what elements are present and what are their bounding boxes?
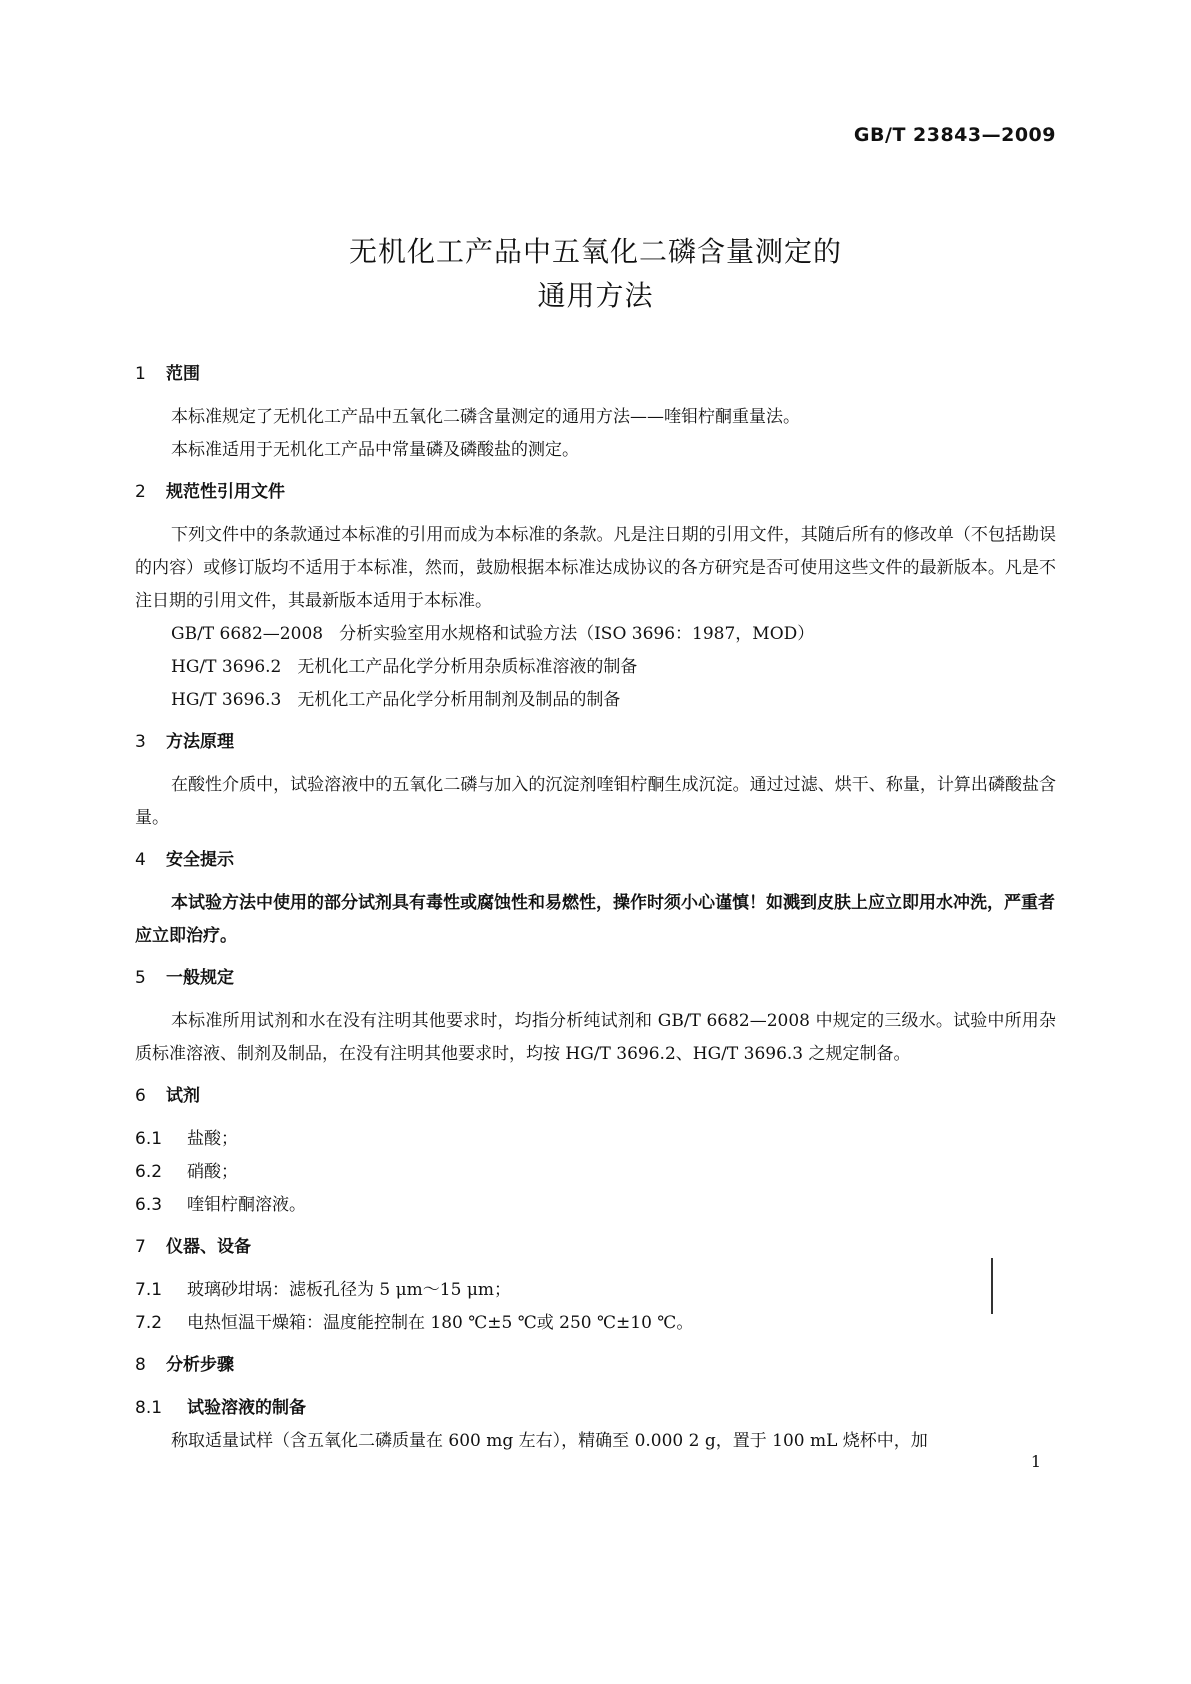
list-item <box>135 1156 1056 1189</box>
section-title: 仪器、设备 <box>166 1237 251 1257</box>
section-number: 6 <box>135 1086 146 1106</box>
item-number: 6.1 <box>135 1129 163 1149</box>
list-item <box>135 1307 1056 1340</box>
item-text: 电热恒温干燥箱：温度能控制在 180 ℃±5 ℃或 250 ℃±10 ℃。 <box>187 1313 694 1333</box>
document-body <box>135 358 1056 1458</box>
item-text: 玻璃砂坩埚：滤板孔径为 5 μm～15 μm； <box>187 1280 511 1300</box>
normative-reference <box>135 651 1056 684</box>
section-heading-1 <box>135 358 1056 391</box>
section-title: 一般规定 <box>166 968 234 988</box>
page-number: 1 <box>1030 1452 1041 1471</box>
section-number: 8 <box>135 1355 146 1375</box>
section-heading-4 <box>135 844 1056 877</box>
item-text: 硝酸； <box>187 1162 238 1182</box>
item-number: 7.1 <box>135 1280 163 1300</box>
subsection-title: 试验溶液的制备 <box>187 1398 306 1418</box>
section-number: 4 <box>135 850 146 870</box>
list-item <box>135 1123 1056 1156</box>
item-text: 盐酸； <box>187 1129 238 1149</box>
section-number: 5 <box>135 968 146 988</box>
paragraph: 本标准适用于无机化工产品中常量磷及磷酸盐的测定。 <box>171 440 579 460</box>
subsection-number: 8.1 <box>135 1398 163 1418</box>
section-title: 方法原理 <box>166 732 234 752</box>
section-number: 1 <box>135 364 146 384</box>
paragraph: 下列文件中的条款通过本标准的引用而成为本标准的条款。凡是注日期的引用文件，其随后所有的修改单（不包括勘误的内容）或修订版均不适用于本标准，然而，鼓励根据本标准达成协议的各方研究是否可使用这些文件的最新版本。凡是不注日期的引用文件，其最新版本适用于本标准。 <box>135 525 1056 611</box>
section-heading-6 <box>135 1080 1056 1113</box>
list-item <box>135 1274 1056 1307</box>
section-number: 2 <box>135 482 146 502</box>
section-title: 安全提示 <box>166 850 234 870</box>
item-number: 6.2 <box>135 1162 163 1182</box>
safety-warning: 本试验方法中使用的部分试剂具有毒性或腐蚀性和易燃性，操作时须小心谨慎！如溅到皮肤上应立即用水冲洗，严重者应立即治疗。 <box>135 893 1055 946</box>
item-number: 6.3 <box>135 1195 163 1215</box>
section-heading-2 <box>135 476 1056 509</box>
section-heading-8 <box>135 1349 1056 1382</box>
paragraph: 称取适量试样（含五氧化二磷质量在 600 mg 左右），精确至 0.000 2 g，置于 100 mL 烧杯中，加 <box>171 1431 928 1451</box>
revision-change-bar <box>991 1258 993 1314</box>
reference-title: 无机化工产品化学分析用制剂及制品的制备 <box>297 690 621 710</box>
section-heading-3 <box>135 726 1056 759</box>
reference-code: HG/T 3696.2 <box>171 657 282 677</box>
paragraph: 本标准所用试剂和水在没有注明其他要求时，均指分析纯试剂和 GB/T 6682—2008 中规定的三级水。试验中所用杂质标准溶液、制剂及制品，在没有注明其他要求时，均按 HG/T 3696.2、HG/T 3696.3 之规定制备。 <box>135 1011 1056 1064</box>
section-number: 7 <box>135 1237 146 1257</box>
normative-reference <box>135 618 1056 651</box>
list-item <box>135 1189 1056 1222</box>
section-title: 分析步骤 <box>166 1355 234 1375</box>
section-title: 试剂 <box>166 1086 200 1106</box>
paragraph: 在酸性介质中，试验溶液中的五氧化二磷与加入的沉淀剂喹钼柠酮生成沉淀。通过过滤、烘干、称量，计算出磷酸盐含量。 <box>135 775 1056 828</box>
subsection-heading <box>135 1392 1056 1425</box>
item-number: 7.2 <box>135 1313 163 1333</box>
item-text: 喹钼柠酮溶液。 <box>187 1195 306 1215</box>
section-title: 规范性引用文件 <box>166 482 285 502</box>
section-heading-7 <box>135 1231 1056 1264</box>
document-title-line1: 无机化工产品中五氧化二磷含量测定的 <box>348 235 842 268</box>
reference-code: GB/T 6682—2008 <box>171 624 324 644</box>
section-heading-5 <box>135 962 1056 995</box>
reference-title: 无机化工产品化学分析用杂质标准溶液的制备 <box>297 657 638 677</box>
reference-code: HG/T 3696.3 <box>171 690 282 710</box>
normative-reference <box>135 684 1056 717</box>
section-title: 范围 <box>166 364 200 384</box>
section-number: 3 <box>135 732 146 752</box>
document-title-line2: 通用方法 <box>537 279 654 312</box>
paragraph: 本标准规定了无机化工产品中五氧化二磷含量测定的通用方法——喹钼柠酮重量法。 <box>171 407 800 427</box>
standard-code: GB/T 23843—2009 <box>853 124 1056 146</box>
reference-title: 分析实验室用水规格和试验方法（ISO 3696：1987，MOD） <box>339 624 815 644</box>
